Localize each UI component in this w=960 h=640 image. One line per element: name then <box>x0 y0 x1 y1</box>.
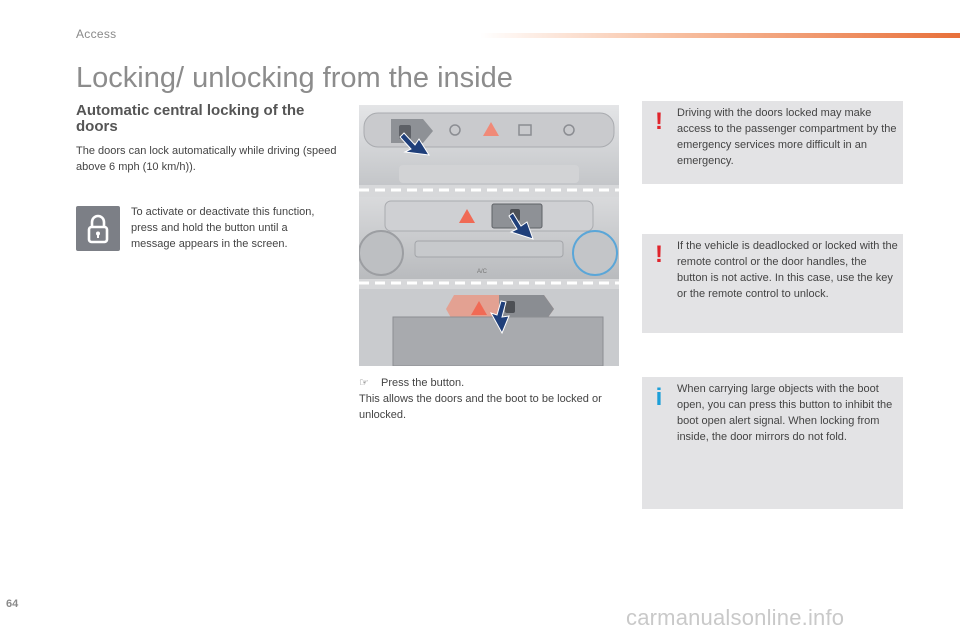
note-text: If the vehicle is deadlocked or locked with the remote control or the door handles, the button is not active. In this case, use the key or the remote control to unlock. <box>677 240 898 300</box>
note-warning-deadlocked <box>642 234 903 333</box>
warning-icon: ! <box>655 241 663 268</box>
intro-text: The doors can lock automatically while driving (speed above 6 mph (10 km/h)). <box>76 145 337 173</box>
warning-icon: ! <box>655 108 663 135</box>
press-instruction-block <box>359 375 624 423</box>
watermark: carmanualsonline.info <box>626 605 845 630</box>
ac-label: A/C <box>477 269 488 275</box>
dashboard-photo <box>359 105 619 366</box>
section-label: Access <box>76 27 117 41</box>
sub-title: Automatic central locking of the doors <box>76 102 305 135</box>
press-detail: This allows the doors and the boot to be locked or unlocked. <box>359 393 602 421</box>
padlock-icon <box>76 206 120 251</box>
note-text: Driving with the doors locked may make access to the passenger compartment by the emergency services more difficult in an emergency. <box>677 107 897 167</box>
press-instruction: Press the button. <box>381 377 465 389</box>
note-info-boot <box>642 377 903 509</box>
page-number: 64 <box>6 598 19 610</box>
note-warning-emergency <box>642 101 903 184</box>
header-accent-bar <box>480 33 960 38</box>
page-title: Locking/ unlocking from the inside <box>76 62 513 94</box>
arrow-bullet-icon: ☞ <box>359 377 369 389</box>
info-icon: i <box>655 384 663 411</box>
activate-text: To activate or deactivate this function, press and hold the button until a message appears in the screen. <box>131 206 315 250</box>
note-text: When carrying large objects with the boot open, you can press this button to inhibit the boot open alert signal. When locking from inside, the door mirrors do not fold. <box>677 383 893 443</box>
